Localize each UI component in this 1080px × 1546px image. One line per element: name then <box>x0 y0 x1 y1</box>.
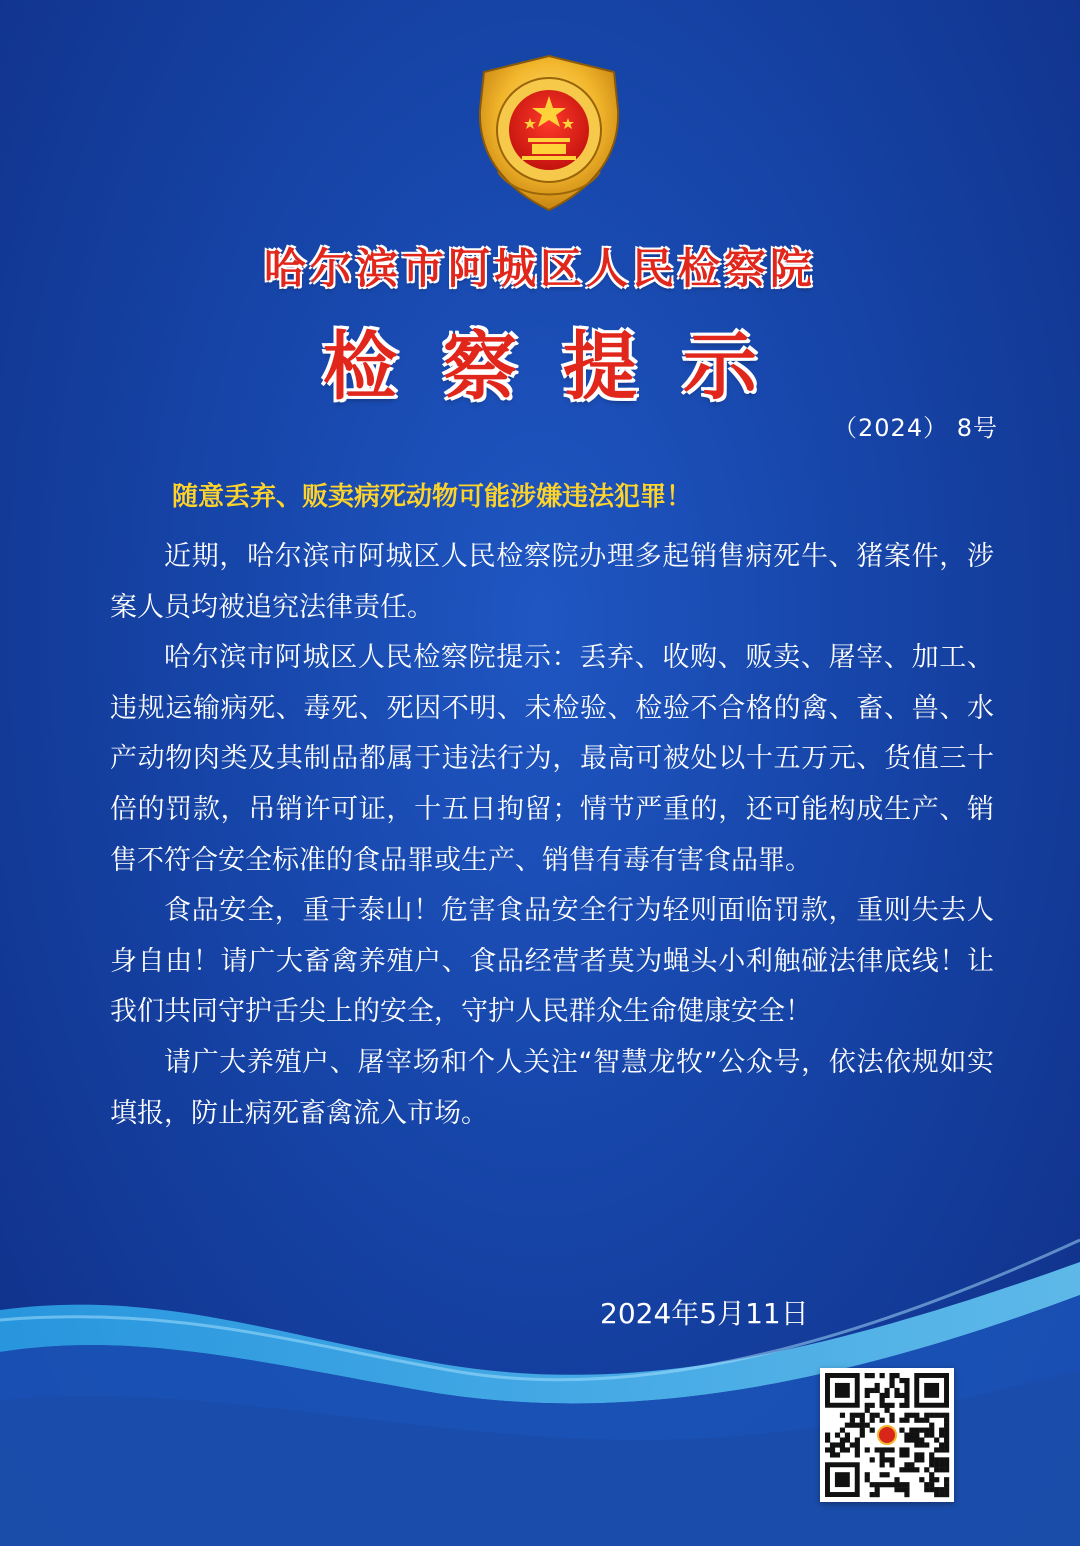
procuratorate-emblem-icon <box>468 52 630 214</box>
paragraph: 近期，哈尔滨市阿城区人民检察院办理多起销售病死牛、猪案件，涉案人员均被追究法律责任。 <box>110 541 994 623</box>
notice-body <box>110 532 994 1139</box>
issue-date: 2024年5月11日 <box>600 1297 809 1330</box>
organization-title: 哈尔滨市阿城区人民检察院 <box>263 244 816 293</box>
paragraph: 食品安全，重于泰山！危害食品安全行为轻则面临罚款，重则失去人身自由！请广大畜禽养殖户、食品经营者莫为蝇头小利触碰法律底线！让我们共同守护舌尖上的安全，守护人民群众生命健康安全！ <box>110 895 994 1028</box>
document-number: （2024） 8号 <box>833 414 998 442</box>
paragraph: 请广大养殖户、屠宰场和个人关注“智慧龙牧”公众号，依法依规如实填报，防止病死畜禽流入市场。 <box>110 1046 994 1129</box>
paragraph: 哈尔滨市阿城区人民检察院提示：丢弃、收购、贩卖、屠宰、加工、违规运输病死、毒死、死因不明、未检验、检验不合格的禽、畜、兽、水产动物肉类及其制品都属于违法行为，最高可被处以十五万元、货值三十倍的罚款，吊销许可证，十五日拘留；情节严重的，还可能构成生产、销售不符合安全标准的食品罪或生产、销售有毒有害食品罪。 <box>110 642 994 876</box>
qr-code-icon <box>820 1368 954 1502</box>
notice-title: 检察提示 <box>323 324 803 410</box>
headline: 随意丢弃、贩卖病死动物可能涉嫌违法犯罪！ <box>172 482 693 512</box>
qr-code[interactable] <box>820 1368 954 1502</box>
